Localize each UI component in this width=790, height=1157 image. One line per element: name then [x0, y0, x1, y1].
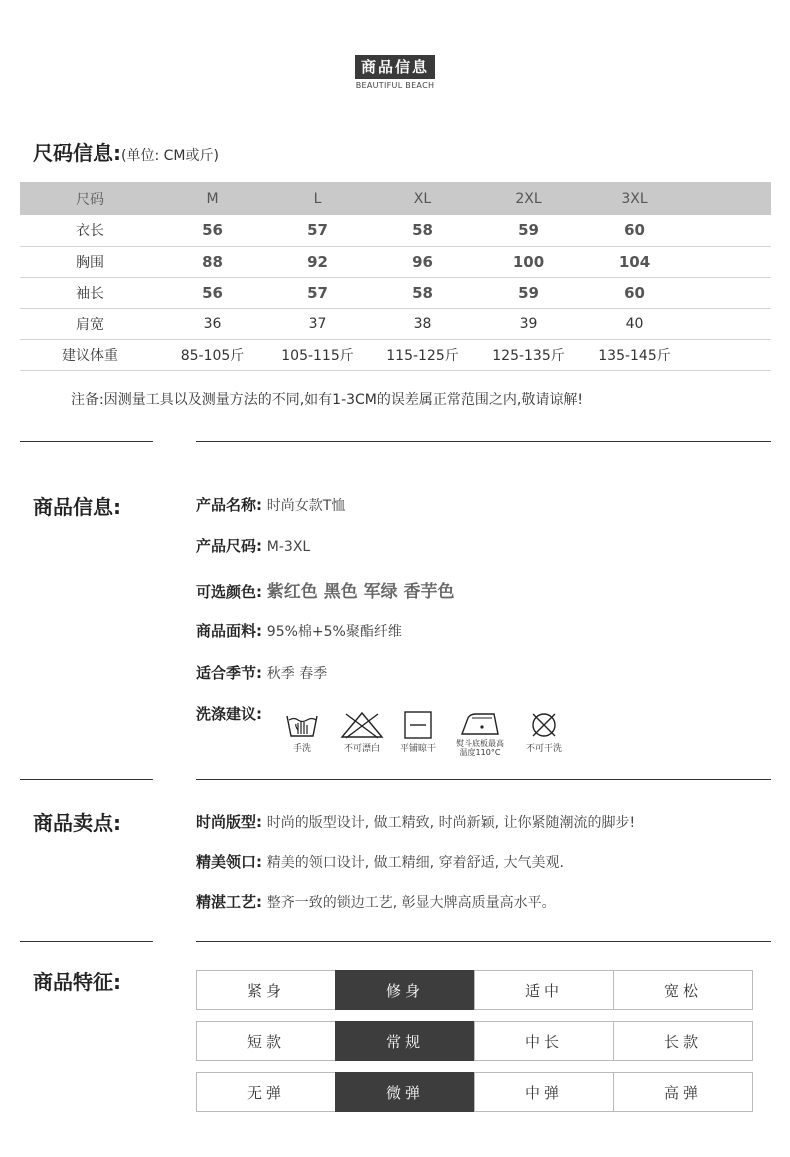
row-label: 衣长 — [20, 215, 160, 246]
feature-option-selected: 微弹 — [335, 1072, 475, 1112]
product-info-title: 商品信息: — [33, 495, 121, 519]
iron-caption-line2: 温度110°C — [459, 748, 501, 757]
table-cell: 115-125斤 — [370, 339, 475, 370]
size-col-header: 3XL — [582, 182, 687, 215]
size-col-header: L — [265, 182, 370, 215]
no-bleach-icon — [336, 710, 388, 754]
info-row-season — [196, 662, 327, 683]
table-cell: 57 — [265, 277, 370, 308]
size-unit: (单位: CM或斤) — [121, 148, 219, 164]
table-cell: 59 — [475, 277, 582, 308]
feature-option: 宽松 — [613, 970, 753, 1010]
size-table-header — [20, 182, 771, 215]
measurement-note: 注备:因测量工具以及测量方法的不同,如有1-3CM的误差属正常范围之内,敬请谅解! — [71, 392, 583, 408]
table-cell: 38 — [370, 308, 475, 339]
table-row — [20, 339, 771, 370]
table-row — [20, 308, 771, 339]
feature-option: 紧身 — [196, 970, 336, 1010]
table-cell-empty — [687, 246, 771, 277]
size-heading — [33, 137, 219, 166]
iron-icon — [450, 710, 510, 757]
page-header — [0, 55, 790, 90]
divider — [196, 941, 771, 942]
table-cell-empty — [687, 308, 771, 339]
info-row-size — [196, 535, 310, 556]
feature-option: 高弹 — [613, 1072, 753, 1112]
divider — [196, 779, 771, 780]
features-title: 商品特征: — [33, 970, 121, 994]
selling-point-text: 整齐一致的锁边工艺, 彰显大牌高质量高水平。 — [266, 895, 556, 911]
table-cell: 135-145斤 — [582, 339, 687, 370]
wash-caption: 不可干洗 — [525, 744, 562, 754]
info-row-wash — [196, 703, 262, 724]
table-cell: 59 — [475, 215, 582, 246]
row-label: 胸围 — [20, 246, 160, 277]
table-cell-empty — [687, 339, 771, 370]
table-cell: 56 — [160, 215, 265, 246]
table-row — [20, 277, 771, 308]
feature-row-stretch — [196, 1072, 756, 1112]
info-row-name — [196, 494, 345, 515]
info-value: M-3XL — [266, 539, 311, 555]
feature-option: 短款 — [196, 1021, 336, 1061]
selling-point — [196, 811, 635, 832]
table-cell: 36 — [160, 308, 265, 339]
table-cell: 37 — [265, 308, 370, 339]
info-label: 可选颜色: — [196, 583, 262, 601]
table-cell: 60 — [582, 277, 687, 308]
info-row-fabric — [196, 620, 402, 641]
feature-option: 中长 — [474, 1021, 614, 1061]
table-cell: 39 — [475, 308, 582, 339]
table-cell: 88 — [160, 246, 265, 277]
row-label: 肩宽 — [20, 308, 160, 339]
size-col-header-empty — [687, 182, 771, 215]
wash-caption: 不可漂白 — [343, 744, 380, 754]
selling-point-text: 精美的领口设计, 做工精细, 穿着舒适, 大气美观. — [266, 855, 564, 871]
table-cell: 100 — [475, 246, 582, 277]
wash-caption — [450, 739, 510, 757]
header-subtitle: BEAUTIFUL BEACH — [355, 81, 435, 90]
table-cell-empty — [687, 277, 771, 308]
selling-point-label: 精美领口: — [196, 853, 262, 871]
feature-option: 无弹 — [196, 1072, 336, 1112]
table-cell: 40 — [582, 308, 687, 339]
feature-option-selected: 修身 — [335, 970, 475, 1010]
divider — [20, 941, 153, 942]
info-row-color — [196, 577, 455, 602]
table-row — [20, 215, 771, 246]
feature-option: 适中 — [474, 970, 614, 1010]
info-label: 产品尺码: — [196, 537, 262, 555]
table-cell: 92 — [265, 246, 370, 277]
table-cell-empty — [687, 215, 771, 246]
size-col-header: 2XL — [475, 182, 582, 215]
header-title: 商品信息 — [355, 55, 435, 79]
table-cell: 60 — [582, 215, 687, 246]
selling-point — [196, 891, 556, 912]
info-label: 洗涤建议: — [196, 705, 262, 723]
info-value: 95%棉+5%聚酯纤维 — [266, 624, 402, 640]
feature-option: 长款 — [613, 1021, 753, 1061]
table-cell: 96 — [370, 246, 475, 277]
table-cell: 104 — [582, 246, 687, 277]
table-row — [20, 246, 771, 277]
row-label: 袖长 — [20, 277, 160, 308]
table-cell: 125-135斤 — [475, 339, 582, 370]
feature-option: 中弹 — [474, 1072, 614, 1112]
table-cell: 58 — [370, 215, 475, 246]
size-heading-label: 尺码信息: — [33, 141, 121, 165]
divider — [20, 779, 153, 780]
table-cell: 58 — [370, 277, 475, 308]
selling-point-label: 精湛工艺: — [196, 893, 262, 911]
wash-caption: 手洗 — [292, 744, 311, 754]
info-value: 紫红色 黑色 军绿 香芋色 — [266, 582, 455, 602]
selling-points-title: 商品卖点: — [33, 811, 121, 835]
table-cell: 85-105斤 — [160, 339, 265, 370]
table-cell: 56 — [160, 277, 265, 308]
feature-row-length — [196, 1021, 756, 1061]
info-value: 秋季 春季 — [266, 666, 328, 682]
no-dry-clean-icon — [520, 710, 568, 754]
selling-point-label: 时尚版型: — [196, 813, 262, 831]
table-cell: 57 — [265, 215, 370, 246]
selling-point-text: 时尚的版型设计, 做工精致, 时尚新颖, 让你紧随潮流的脚步! — [266, 815, 636, 831]
table-cell: 105-115斤 — [265, 339, 370, 370]
row-label: 建议体重 — [20, 339, 160, 370]
feature-option-selected: 常规 — [335, 1021, 475, 1061]
info-label: 产品名称: — [196, 496, 262, 514]
wash-caption: 平铺晾干 — [399, 744, 436, 754]
divider — [196, 441, 771, 442]
size-col-header: XL — [370, 182, 475, 215]
flat-dry-icon — [394, 710, 442, 754]
info-value: 时尚女款T恤 — [266, 498, 346, 514]
feature-row-fit — [196, 970, 756, 1010]
iron-caption-line1: 熨斗底板最高 — [456, 739, 504, 748]
hand-wash-icon — [284, 710, 320, 754]
size-col-header: 尺码 — [20, 182, 160, 215]
size-table — [20, 182, 771, 371]
divider — [20, 441, 153, 442]
info-label: 适合季节: — [196, 664, 262, 682]
selling-point — [196, 851, 564, 872]
size-col-header: M — [160, 182, 265, 215]
info-label: 商品面料: — [196, 622, 262, 640]
